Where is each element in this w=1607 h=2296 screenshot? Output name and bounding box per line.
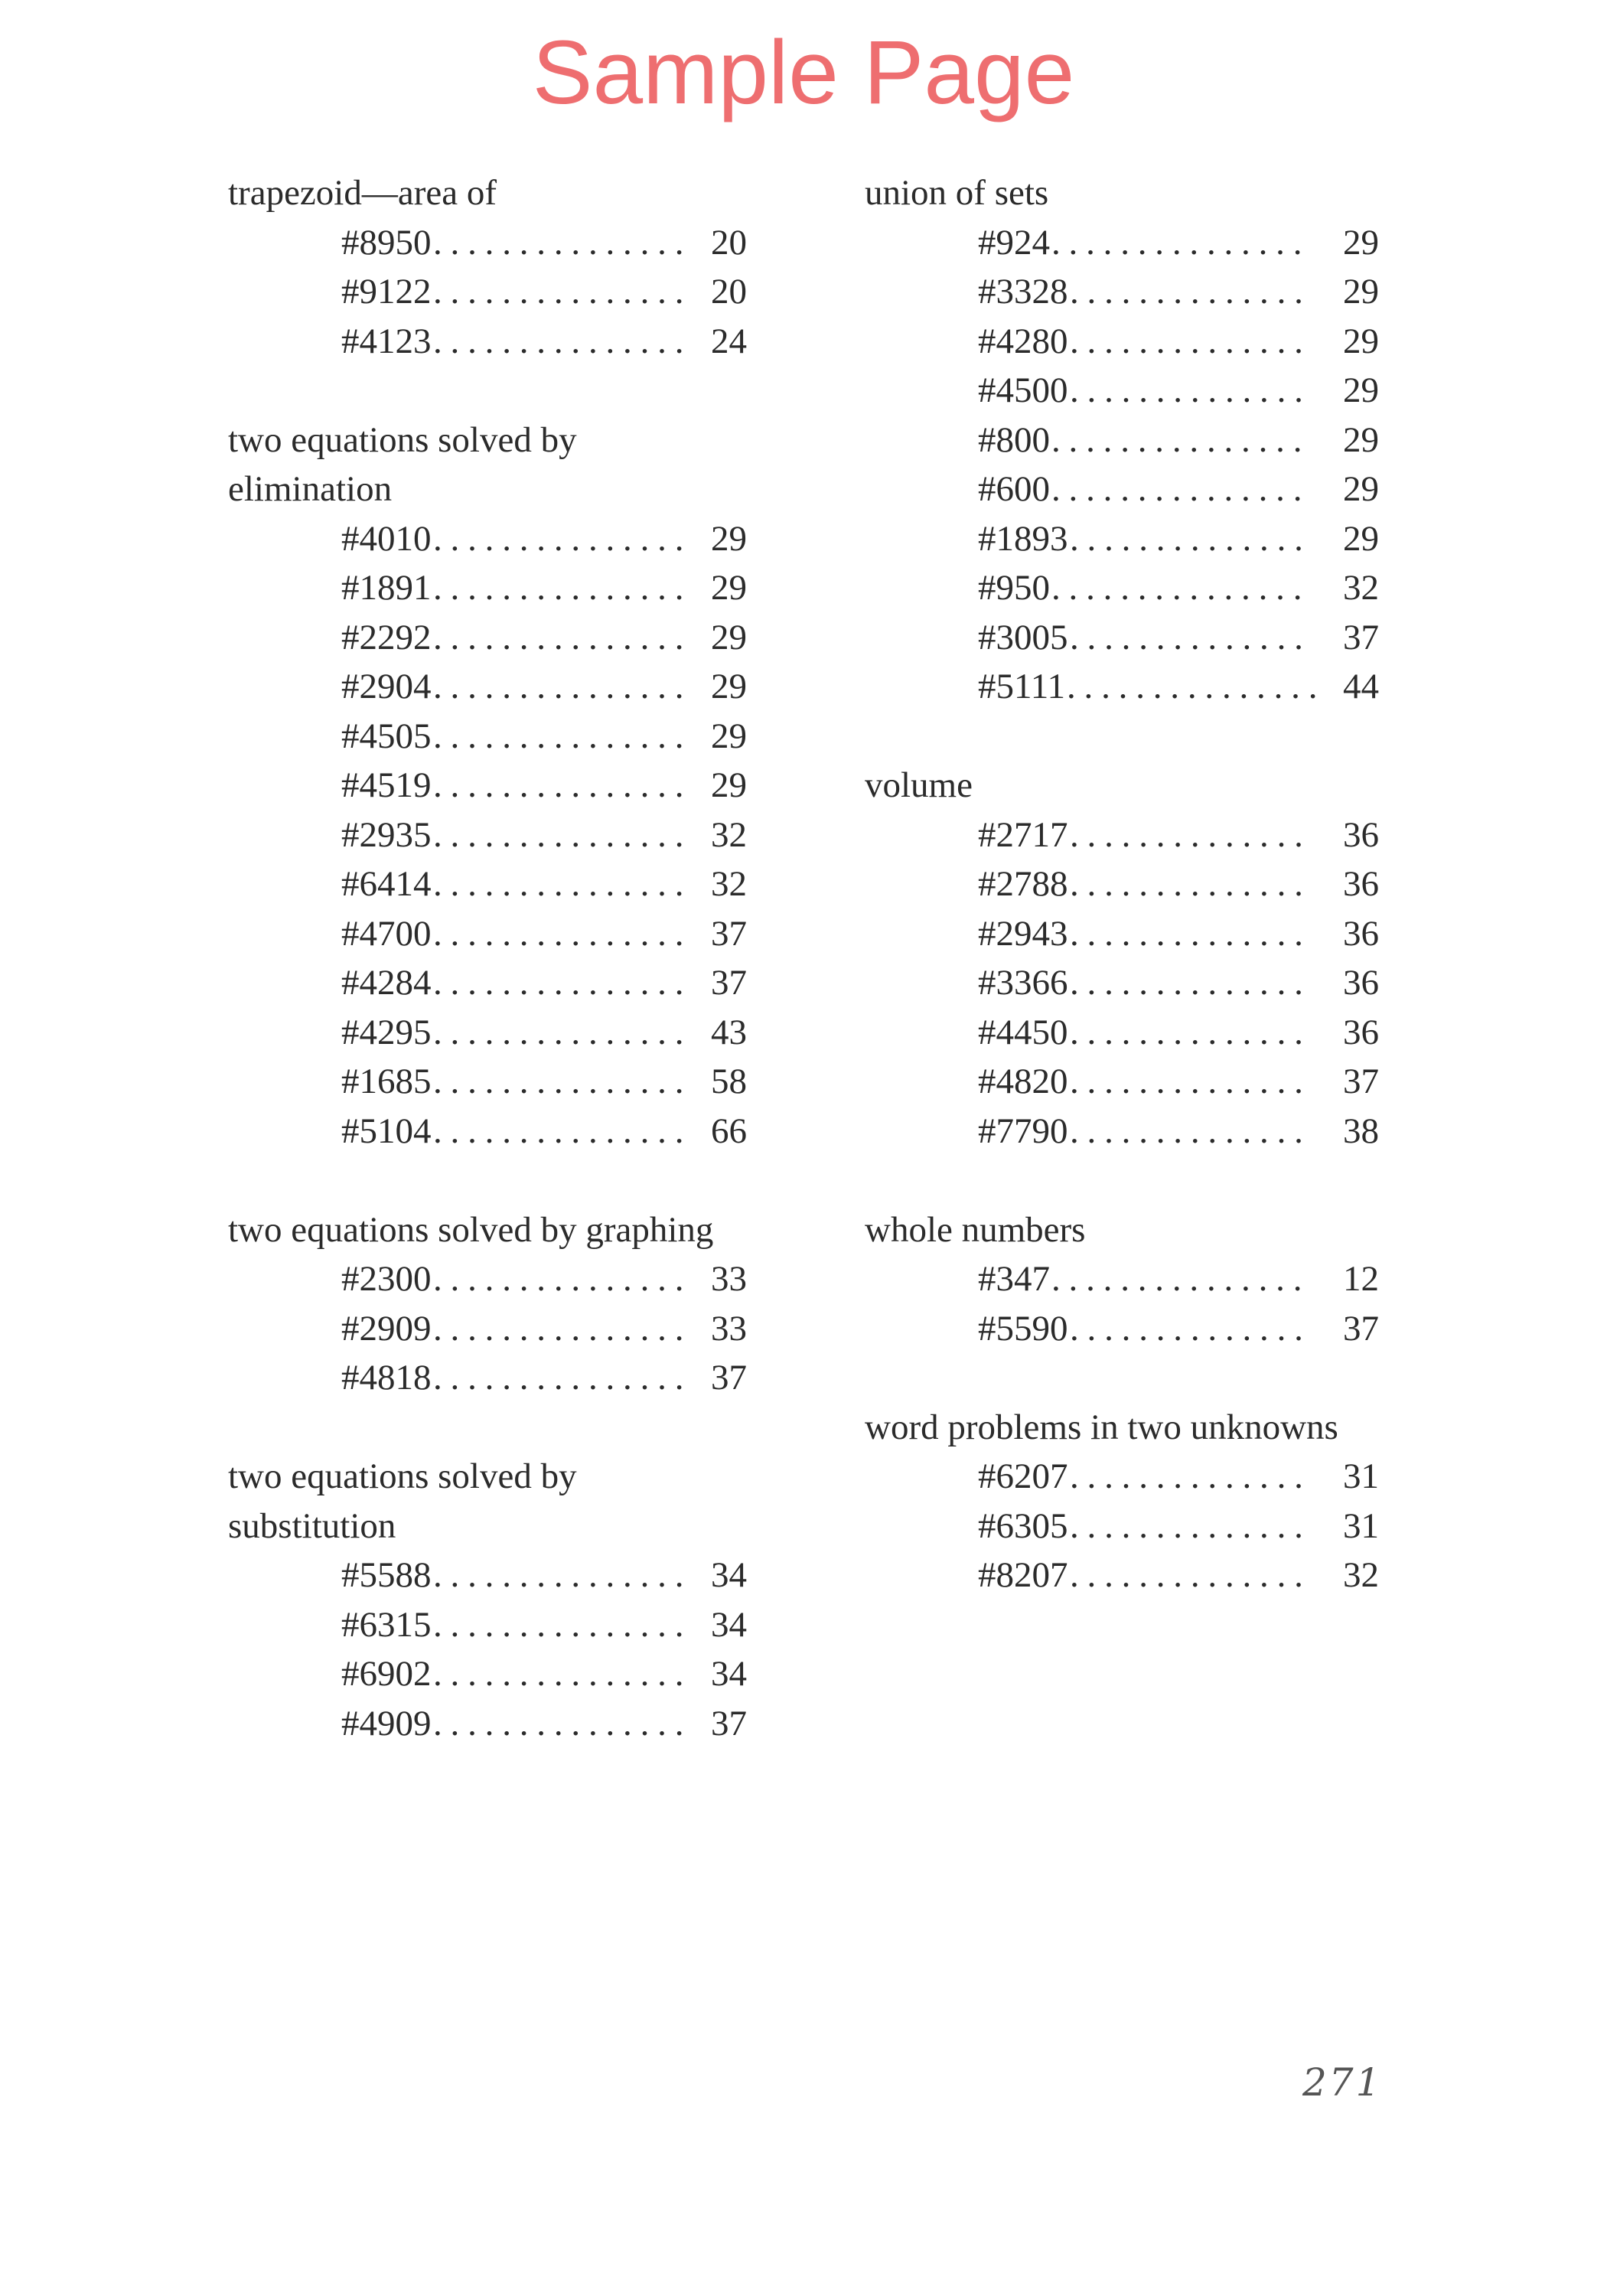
index-reference-row — [865, 317, 1379, 367]
index-reference-row — [228, 1008, 747, 1058]
problem-number: #9122 — [341, 272, 432, 311]
problem-number: #800 — [978, 419, 1050, 460]
index-column-right — [865, 168, 1379, 1649]
index-reference-row — [228, 218, 747, 268]
page-reference: 32 — [1343, 1555, 1379, 1595]
problem-number: #4909 — [341, 1703, 432, 1743]
page-number: 271 — [1302, 2060, 1383, 2105]
page-reference: 29 — [1343, 370, 1379, 410]
dot-leader: ............... — [1067, 667, 1325, 706]
index-reference-row — [865, 1254, 1379, 1304]
problem-number: #5590 — [978, 1308, 1068, 1349]
problem-number: #4505 — [341, 716, 432, 756]
dot-leader: ............... — [433, 913, 693, 954]
dot-leader: .............. — [1070, 1012, 1312, 1052]
page-reference: 36 — [1343, 1012, 1379, 1052]
index-reference-row — [228, 1353, 747, 1403]
problem-number: #950 — [978, 568, 1050, 608]
index-reference-row — [228, 1600, 747, 1650]
problem-number: #924 — [978, 222, 1050, 263]
index-heading: volume — [865, 765, 973, 805]
dot-leader: .............. — [1070, 617, 1312, 657]
problem-number: #2717 — [978, 814, 1068, 855]
problem-number: #1893 — [978, 518, 1068, 559]
dot-leader: ............... — [433, 321, 693, 361]
page-reference: 33 — [711, 1259, 747, 1299]
page-reference: 32 — [1343, 568, 1379, 608]
index-reference-row — [865, 1502, 1379, 1551]
dot-leader: .............. — [1070, 1505, 1312, 1546]
index-heading: word problems in two unknowns — [865, 1407, 1338, 1447]
dot-leader: .............. — [1070, 518, 1312, 559]
index-reference-row — [228, 1649, 747, 1699]
index-heading: two equations solved by graphing — [228, 1209, 714, 1250]
dot-leader: ............... — [433, 765, 693, 805]
index-reference-row — [228, 1551, 747, 1600]
problem-number: #3328 — [978, 272, 1068, 311]
dot-leader: ............... — [1051, 469, 1311, 509]
problem-number: #5111 — [978, 667, 1066, 706]
index-reference-row — [865, 1551, 1379, 1600]
dot-leader: ............... — [433, 1308, 693, 1349]
dot-leader: ............... — [1051, 222, 1311, 263]
problem-number: #1685 — [341, 1062, 432, 1101]
index-reference-row — [865, 1008, 1379, 1058]
index-reference-row — [228, 810, 747, 860]
index-entry — [865, 1205, 1379, 1354]
page-reference: 38 — [1343, 1110, 1379, 1151]
page-reference: 37 — [1343, 617, 1379, 657]
dot-leader: ............... — [433, 1259, 693, 1299]
problem-number: #7790 — [978, 1110, 1068, 1151]
index-reference-row — [865, 1057, 1379, 1107]
dot-leader: .............. — [1070, 1110, 1312, 1151]
index-reference-row — [228, 1057, 747, 1107]
page-reference: 29 — [711, 518, 747, 559]
problem-number: #3366 — [978, 963, 1068, 1003]
sample-page-banner: Sample Page — [532, 22, 1075, 123]
problem-number: #6305 — [978, 1505, 1068, 1546]
problem-number: #6414 — [341, 864, 432, 904]
page-reference: 37 — [711, 1358, 747, 1397]
index-entry — [228, 416, 747, 1156]
page-reference: 34 — [711, 1654, 747, 1694]
page-reference: 37 — [1343, 1308, 1379, 1349]
problem-number: #4500 — [978, 370, 1068, 410]
dot-leader: ............... — [433, 1062, 693, 1101]
index-reference-row — [865, 810, 1379, 860]
page-reference: 29 — [711, 568, 747, 608]
page-reference: 37 — [711, 963, 747, 1003]
index-reference-row — [865, 613, 1379, 663]
dot-leader: ............... — [433, 963, 693, 1003]
dot-leader: .............. — [1070, 272, 1312, 311]
problem-number: #4818 — [341, 1358, 432, 1397]
index-reference-row — [228, 563, 747, 613]
problem-number: #347 — [978, 1259, 1050, 1299]
page-reference: 34 — [711, 1604, 747, 1645]
page-reference: 34 — [711, 1555, 747, 1595]
problem-number: #2904 — [341, 667, 432, 706]
index-column-left — [228, 168, 747, 1798]
problem-number: #4010 — [341, 518, 432, 559]
index-entry — [865, 1403, 1379, 1600]
page-reference: 29 — [1343, 272, 1379, 311]
index-reference-row — [228, 909, 747, 959]
problem-number: #5104 — [341, 1110, 432, 1151]
index-heading: two equations solved by elimination — [228, 419, 577, 509]
index-heading: two equations solved by substitution — [228, 1456, 577, 1546]
page-reference: 37 — [711, 913, 747, 954]
index-reference-row — [228, 761, 747, 810]
dot-leader: ............... — [433, 518, 693, 559]
page-reference: 29 — [711, 716, 747, 756]
problem-number: #8207 — [978, 1555, 1068, 1595]
dot-leader: ............... — [433, 1358, 693, 1397]
dot-leader: ............... — [433, 1555, 693, 1595]
index-reference-row — [228, 1699, 747, 1749]
page-reference: 36 — [1343, 814, 1379, 855]
dot-leader: ............... — [433, 1703, 693, 1743]
index-reference-row — [228, 1107, 747, 1156]
index-entry — [228, 1452, 747, 1748]
index-entry — [228, 168, 747, 366]
page-reference: 29 — [711, 667, 747, 706]
page-reference: 37 — [711, 1703, 747, 1743]
page-reference: 36 — [1343, 913, 1379, 954]
page-reference: 31 — [1343, 1505, 1379, 1546]
index-reference-row — [865, 218, 1379, 268]
problem-number: #2300 — [341, 1259, 432, 1299]
dot-leader: ............... — [433, 814, 693, 855]
problem-number: #600 — [978, 469, 1050, 509]
dot-leader: .............. — [1070, 864, 1312, 904]
problem-number: #4700 — [341, 913, 432, 954]
page-reference: 66 — [711, 1110, 747, 1151]
problem-number: #8950 — [341, 222, 432, 263]
page-reference: 44 — [1343, 667, 1379, 706]
page-reference: 58 — [711, 1062, 747, 1101]
problem-number: #4519 — [341, 765, 432, 805]
page-reference: 29 — [1343, 469, 1379, 509]
page-reference: 32 — [711, 814, 747, 855]
dot-leader: ............... — [433, 716, 693, 756]
page-reference: 29 — [1343, 222, 1379, 263]
index-reference-row — [865, 1452, 1379, 1502]
index-reference-row — [865, 662, 1379, 712]
index-reference-row — [228, 267, 747, 317]
dot-leader: .............. — [1070, 1456, 1312, 1496]
dot-leader: ............... — [1051, 419, 1311, 460]
page-reference: 29 — [1343, 419, 1379, 460]
index-reference-row — [865, 563, 1379, 613]
dot-leader: ............... — [433, 568, 693, 608]
dot-leader: .............. — [1070, 913, 1312, 954]
page-reference: 33 — [711, 1308, 747, 1349]
index-reference-row — [865, 514, 1379, 564]
dot-leader: .............. — [1070, 1062, 1312, 1101]
index-reference-row — [865, 465, 1379, 514]
page-reference: 32 — [711, 864, 747, 904]
problem-number: #4284 — [341, 963, 432, 1003]
dot-leader: .............. — [1070, 1308, 1312, 1349]
index-reference-row — [228, 859, 747, 909]
index-entry — [865, 761, 1379, 1156]
page-reference: 29 — [1343, 518, 1379, 559]
page-reference: 29 — [711, 617, 747, 657]
page-reference: 24 — [711, 321, 747, 361]
problem-number: #6207 — [978, 1456, 1068, 1496]
index-reference-row — [228, 1254, 747, 1304]
dot-leader: ............... — [1051, 568, 1311, 608]
page-reference: 31 — [1343, 1456, 1379, 1496]
index-reference-row — [228, 662, 747, 712]
index-reference-row — [865, 909, 1379, 959]
page-reference: 43 — [711, 1012, 747, 1052]
index-reference-row — [865, 267, 1379, 317]
dot-leader: ............... — [1051, 1259, 1311, 1299]
page-reference: 36 — [1343, 864, 1379, 904]
problem-number: #2909 — [341, 1308, 432, 1349]
problem-number: #6315 — [341, 1604, 432, 1645]
index-reference-row — [865, 859, 1379, 909]
problem-number: #6902 — [341, 1654, 432, 1694]
index-reference-row — [865, 366, 1379, 416]
dot-leader: ............... — [433, 1604, 693, 1645]
problem-number: #2943 — [978, 913, 1068, 954]
problem-number: #1891 — [341, 568, 432, 608]
index-reference-row — [228, 1304, 747, 1354]
index-heading: whole numbers — [865, 1209, 1086, 1250]
index-reference-row — [865, 958, 1379, 1008]
dot-leader: .............. — [1070, 321, 1312, 361]
page-reference: 12 — [1343, 1259, 1379, 1299]
dot-leader: ............... — [433, 667, 693, 706]
problem-number: #2935 — [341, 814, 432, 855]
page-reference: 20 — [711, 222, 747, 263]
dot-leader: ............... — [433, 222, 693, 263]
problem-number: #4450 — [978, 1012, 1068, 1052]
index-reference-row — [228, 317, 747, 367]
page-reference: 36 — [1343, 963, 1379, 1003]
dot-leader: .............. — [1070, 370, 1312, 410]
page-reference: 20 — [711, 272, 747, 311]
page-reference: 29 — [1343, 321, 1379, 361]
index-reference-row — [228, 613, 747, 663]
problem-number: #5588 — [341, 1555, 432, 1595]
dot-leader: .............. — [1070, 814, 1312, 855]
index-entry — [228, 1205, 747, 1403]
index-heading: trapezoid—area of — [228, 173, 497, 213]
problem-number: #2292 — [341, 617, 432, 657]
dot-leader: ............... — [433, 1110, 693, 1151]
index-entry — [865, 168, 1379, 712]
index-reference-row — [228, 712, 747, 762]
dot-leader: .............. — [1070, 1555, 1312, 1595]
problem-number: #4280 — [978, 321, 1068, 361]
page-reference: 37 — [1343, 1062, 1379, 1101]
index-reference-row — [865, 416, 1379, 465]
dot-leader: ............... — [433, 272, 693, 311]
problem-number: #4123 — [341, 321, 432, 361]
index-reference-row — [865, 1304, 1379, 1354]
dot-leader: ............... — [433, 1012, 693, 1052]
dot-leader: .............. — [1070, 963, 1312, 1003]
problem-number: #3005 — [978, 617, 1068, 657]
page-reference: 29 — [711, 765, 747, 805]
dot-leader: ............... — [433, 864, 693, 904]
index-reference-row — [865, 1107, 1379, 1156]
problem-number: #2788 — [978, 864, 1068, 904]
dot-leader: ............... — [433, 617, 693, 657]
index-reference-row — [228, 514, 747, 564]
index-heading: union of sets — [865, 173, 1049, 213]
problem-number: #4295 — [341, 1012, 432, 1052]
index-reference-row — [228, 958, 747, 1008]
dot-leader: ............... — [433, 1654, 693, 1694]
problem-number: #4820 — [978, 1062, 1068, 1101]
